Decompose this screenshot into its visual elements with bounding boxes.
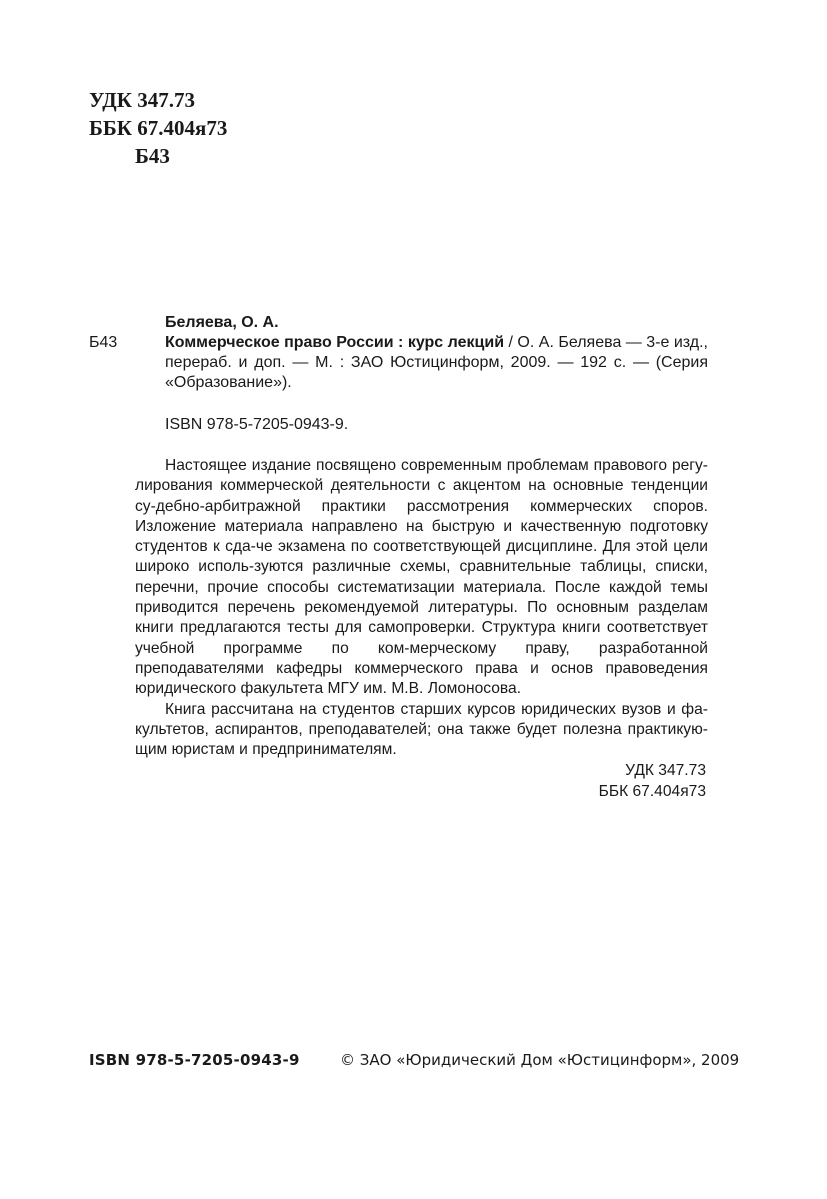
book-title: Коммерческое право России : курс лекций — [165, 334, 505, 351]
footer-isbn: ISBN 978-5-7205-0943-9 — [89, 1051, 300, 1069]
copyright-notice: © ЗАО «Юридический Дом «Юстицинформ», 2009 — [340, 1051, 740, 1069]
annotation-paragraph: Настоящее издание посвящено современным проблемам правового регу-лирования коммерческой деятельности с акцентом на основные тенденции су-дебно-арбитражной практики рассмотрения коммерческих споров. Изложение материала направлено на быструю и качественную подготовку студентов к сда-че экзамена по соответствующей дисциплине. Для этой цели широко исполь-зуются различные схемы, сравнительные таблицы, списки, перечни, прочие способы систематизации материала. После каждой темы приводится перечень рекомендуемой литературы. По основным разделам книги предлагаются тесты для самопроверки. Структура книги соответствует учебной программе по ком-мерческому праву, разработанной преподавателями кафедры коммерческого права и основ правоведения юридического факультета МГУ им. М.В. Ломоносова. — [135, 457, 708, 698]
annotation-udk: УДК 347.73 — [625, 762, 706, 780]
bibliographic-description — [165, 333, 708, 393]
annotation — [135, 456, 708, 802]
entry-cutter-mark: Б43 — [89, 334, 118, 351]
bibliographic-entry — [165, 313, 708, 435]
author-name: Беляева, О. А. — [165, 314, 279, 331]
bbk-code: ББК 67.404я73 — [89, 116, 228, 140]
cutter-code: Б43 — [135, 144, 170, 168]
classification-block — [89, 86, 227, 170]
annotation-bbk: ББК 67.404я73 — [598, 783, 706, 801]
publication-details: / О. А. Беляева — 3-е изд., перераб. и доп. — М. : ЗАО Юстицинформ, 2009. — 192 с. — (Серия «Образование»). — [165, 334, 709, 391]
annotation-paragraph: Книга рассчитана на студентов старших курсов юридических вузов и фа-культетов, аспирантов, преподавателей; она также будет полезна практикую-щим юристам и предпринимателям. — [135, 700, 708, 759]
entry-isbn: ISBN 978-5-7205-0943-9. — [165, 416, 349, 433]
udk-code: УДК 347.73 — [89, 88, 195, 112]
